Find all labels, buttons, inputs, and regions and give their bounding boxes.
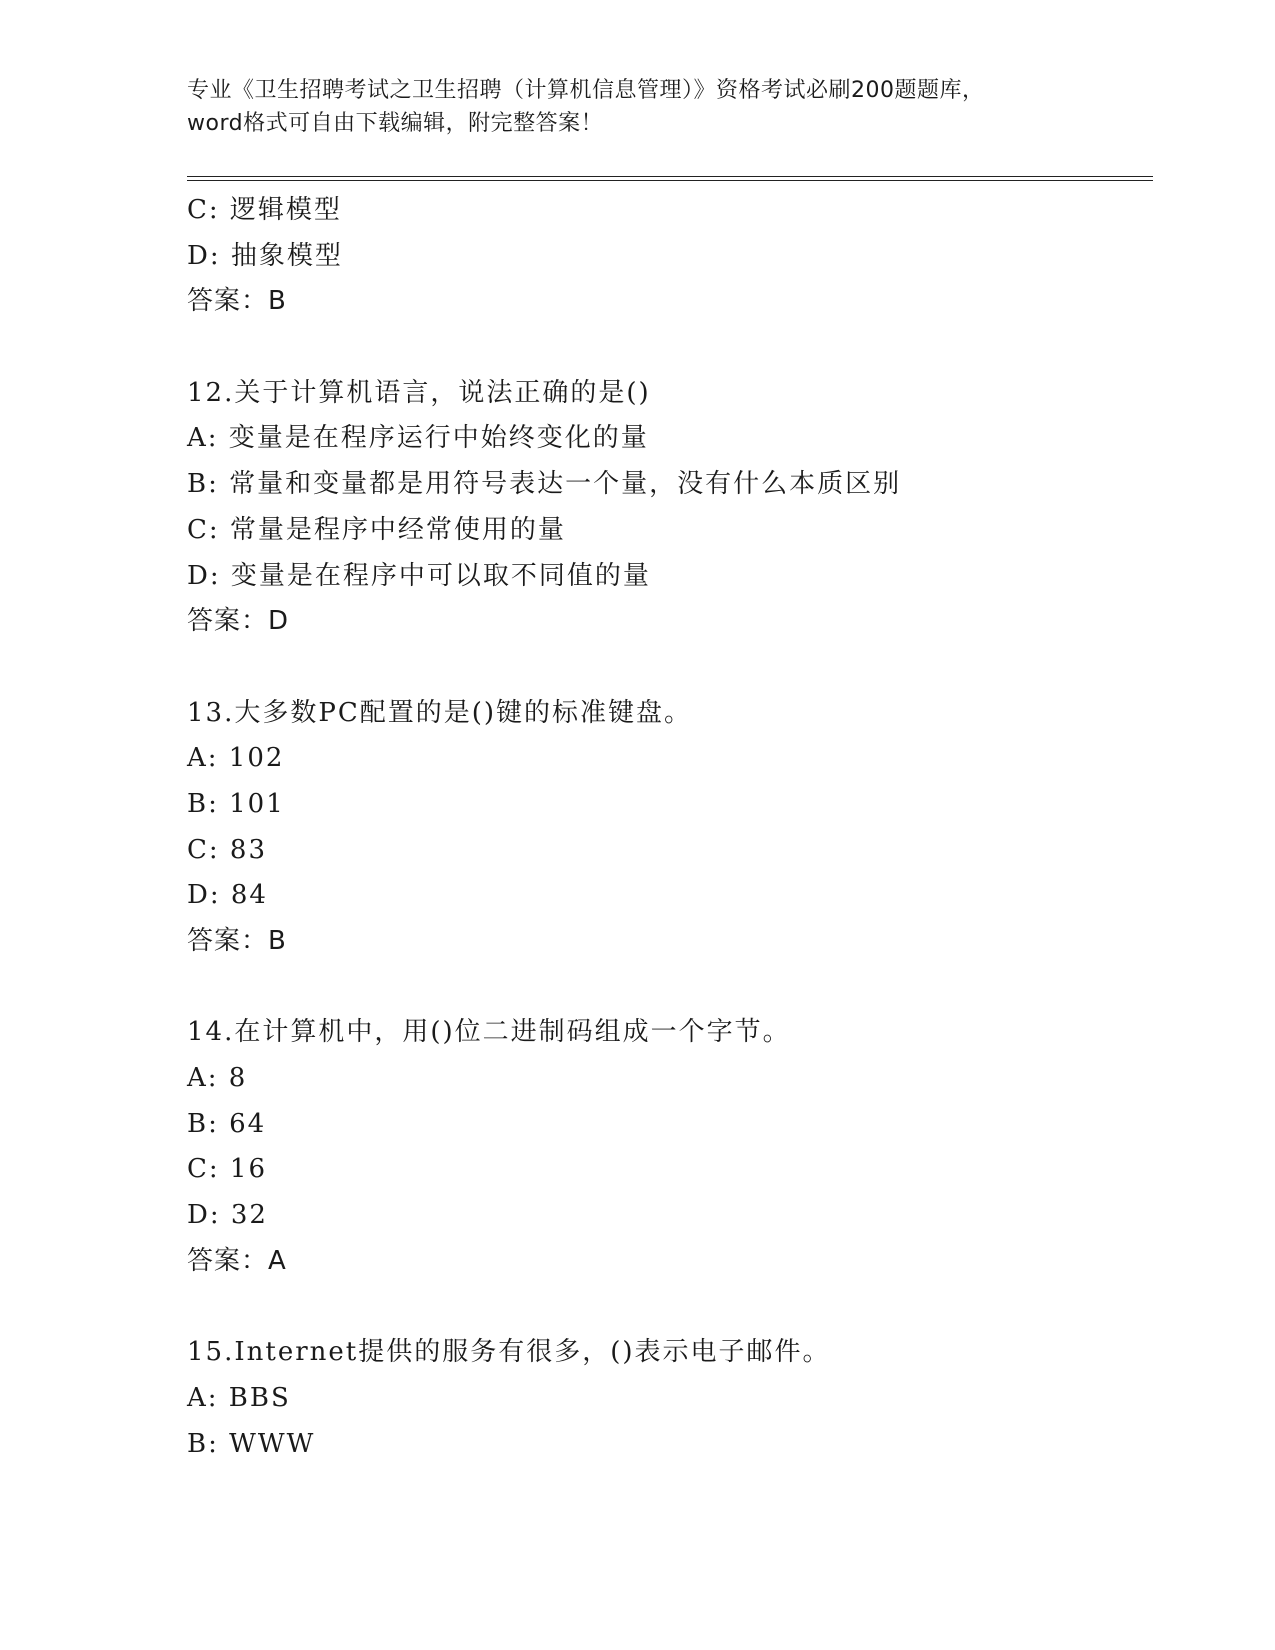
header-line-2: word格式可自由下载编辑，附完整答案！ [187,111,604,136]
spacer [187,645,1147,691]
option-line: C: 16 [187,1154,268,1185]
question-text: 13.大多数PC配置的是()键的标准键盘。 [187,697,693,728]
option-line: C: 逻辑模型 [187,195,342,225]
option-line: D: 32 [187,1200,268,1231]
option-line: A: BBS [187,1382,291,1413]
option-line: C: 常量是程序中经常使用的量 [187,514,566,545]
option-line: B: 101 [187,788,285,819]
option-line: D: 84 [187,880,268,911]
answer-line: 答案：D [187,606,290,637]
answer-line: 答案：A [187,1245,287,1276]
spacer [187,325,1147,371]
header-divider-bottom [187,180,1153,181]
question-list [187,188,1147,1467]
option-line: B: 64 [187,1108,267,1139]
spacer [187,965,1147,1011]
answer-line: 答案：B [187,926,287,956]
header-divider-top [187,176,1153,177]
question-text: 15.Internet提供的服务有很多，()表示电子邮件。 [187,1337,831,1368]
option-line: A: 8 [187,1063,248,1094]
option-line: D: 变量是在程序中可以取不同值的量 [187,560,651,591]
header-line-1: 专业《卫生招聘考试之卫生招聘（计算机信息管理）》资格考试必刷200题题库， [187,78,985,103]
answer-line: 答案：B [187,286,287,317]
spacer [187,1285,1147,1331]
option-line: A: 变量是在程序运行中始终变化的量 [187,423,649,454]
option-line: A: 102 [187,743,285,774]
option-line: D: 抽象模型 [187,240,343,271]
option-line: B: 常量和变量都是用符号表达一个量，没有什么本质区别 [187,469,902,500]
option-line: C: 83 [187,834,268,865]
option-line: B: WWW [187,1428,316,1459]
question-text: 12.关于计算机语言，说法正确的是() [187,377,651,408]
question-text: 14.在计算机中，用()位二进制码组成一个字节。 [187,1017,791,1048]
document-header [187,74,1087,140]
